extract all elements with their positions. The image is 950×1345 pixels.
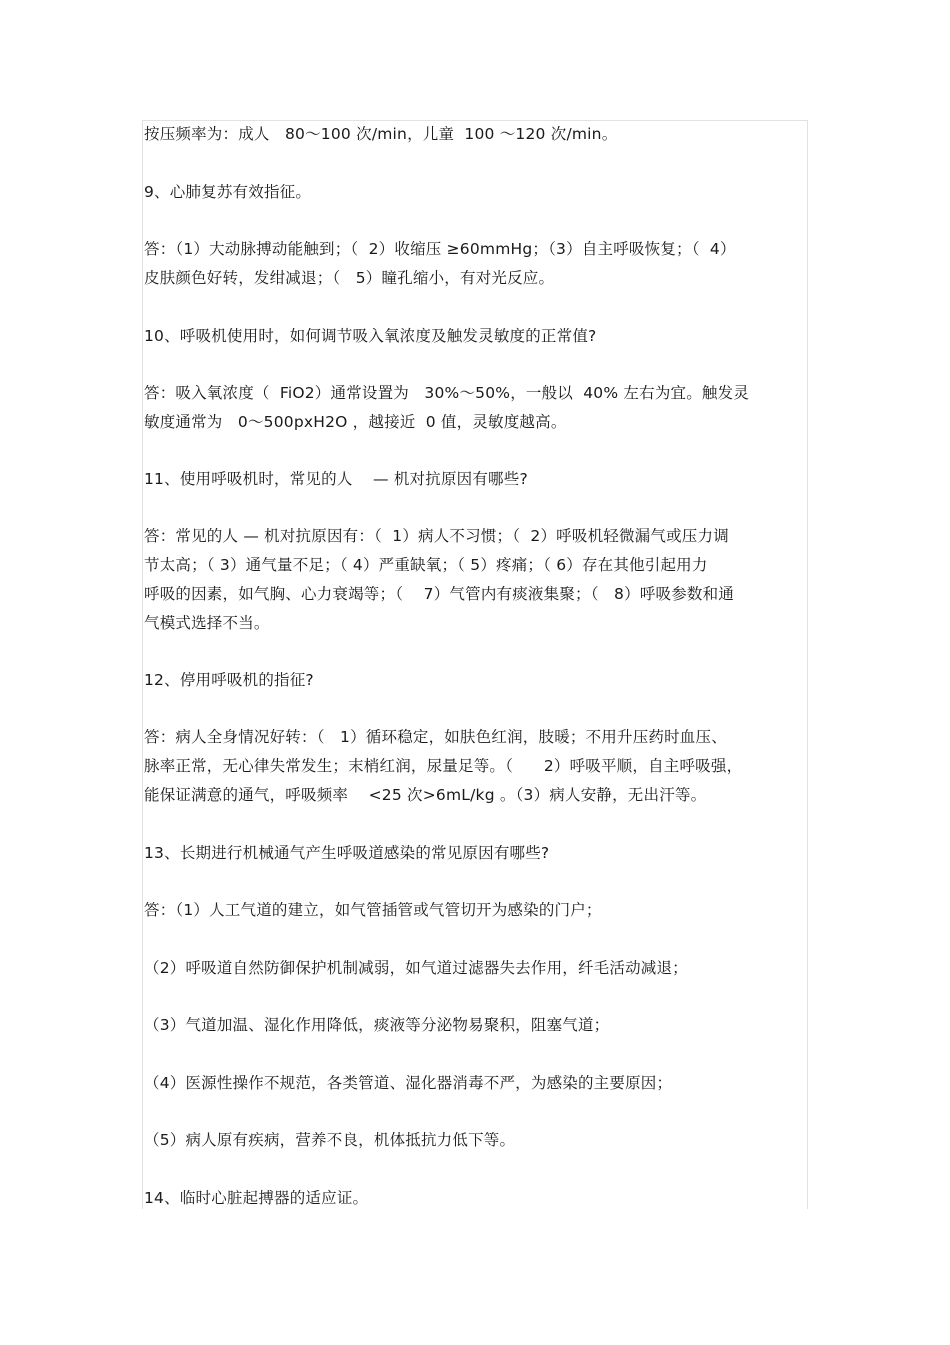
answer-13-item-3: （3）气道加温、湿化作用降低，痰液等分泌物易聚积，阻塞气道； — [144, 1016, 610, 1034]
answer-13-item-1: 答：（1）人工气道的建立，如气管插管或气管切开为感染的门户； — [144, 901, 602, 919]
answer-11-line-3: 呼吸的因素，如气胸、心力衰竭等；（ 7）气管内有痰液集聚；（ 8）呼吸参数和通 — [144, 585, 735, 603]
answer-9-line-2: 皮肤颜色好转，发绀减退；（ 5）瞳孔缩小，有对光反应。 — [144, 269, 555, 287]
text-line-compression-rate: 按压频率为：成人 80～100 次/min，儿童 100 ～120 次/min。 — [144, 125, 618, 143]
question-13: 13、长期进行机械通气产生呼吸道感染的常见原因有哪些? — [144, 844, 550, 862]
answer-11-line-2: 节太高；（ 3）通气量不足；（ 4）严重缺氧；（ 5）疼痛；（ 6）存在其他引起用力 — [144, 556, 708, 574]
answer-12-line-2: 脉率正常，无心律失常发生；末梢红润，尿量足等。（ 2）呼吸平顺，自主呼吸强， — [144, 757, 743, 775]
answer-11-line-1: 答：常见的人 — 机对抗原因有：（ 1）病人不习惯；（ 2）呼吸机轻微漏气或压力调 — [144, 527, 729, 545]
answer-13-item-2: （2）呼吸道自然防御保护机制减弱，如气道过滤器失去作用，纤毛活动减退； — [144, 959, 688, 977]
answer-13-item-4: （4）医源性操作不规范，各类管道、湿化器消毒不严，为感染的主要原因； — [144, 1074, 673, 1092]
question-10: 10、呼吸机使用时，如何调节吸入氧浓度及触发灵敏度的正常值? — [144, 327, 597, 345]
answer-10-line-2: 敏度通常为 0～500pxH2O ，越接近 0 值，灵敏度越高。 — [144, 413, 567, 431]
answer-12-line-3: 能保证满意的通气，呼吸频率 <25 次>6mL/kg 。（3）病人安静，无出汗等。 — [144, 786, 707, 804]
answer-11-line-4: 气模式选择不当。 — [144, 614, 270, 632]
answer-12-line-1: 答：病人全身情况好转：（ 1）循环稳定，如肤色红润，肢暖；不用升压药时血压、 — [144, 728, 727, 746]
question-14: 14、临时心脏起搏器的适应证。 — [144, 1189, 369, 1207]
question-9: 9、心肺复苏有效指征。 — [144, 183, 312, 201]
answer-10-line-1: 答：吸入氧浓度（ FiO2）通常设置为 30%～50%，一般以 40% 左右为宜。触发灵 — [144, 384, 750, 402]
question-12: 12、停用呼吸机的指征? — [144, 671, 314, 689]
answer-13-item-5: （5）病人原有疾病，营养不良，机体抵抗力低下等。 — [144, 1131, 516, 1149]
answer-9-line-1: 答：（1）大动脉搏动能触到；（ 2）收缩压 ≥60mmHg；（3）自主呼吸恢复；（ 4） — [144, 240, 736, 258]
question-11: 11、使用呼吸机时，常见的人 — 机对抗原因有哪些? — [144, 470, 528, 488]
